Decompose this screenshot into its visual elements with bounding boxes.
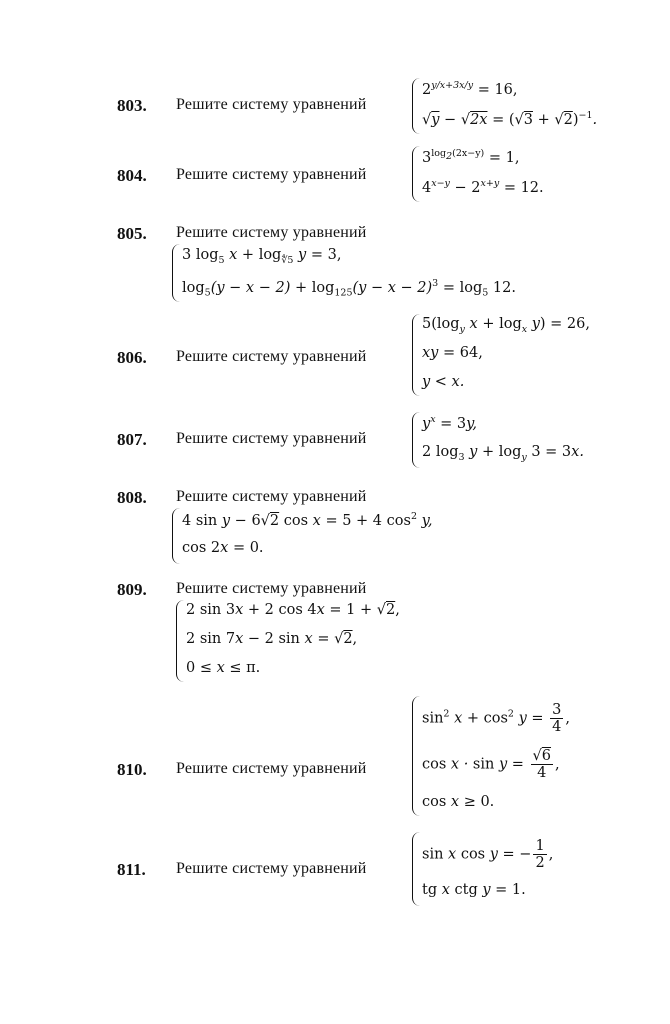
system-brace	[172, 508, 181, 564]
equation-line: sin x cos y = − $\frac{1}{2}$ ,	[422, 838, 554, 871]
equation-line: cos x ≥ 0.	[422, 794, 495, 810]
equation-system	[412, 832, 652, 906]
problem-number: 808.	[117, 488, 147, 507]
equation-line: 2 sin 3x + 2 cos 4x = 1 + √2,	[186, 602, 400, 618]
system-brace	[172, 244, 181, 302]
equation-system	[172, 244, 552, 302]
equation-system	[172, 508, 472, 564]
equation-line: y < x.	[422, 374, 465, 390]
equation-line: $\log_5(y - x - 2) + \log_{125}(y - x - 2)^3 = \log_5 12$.	[182, 278, 516, 299]
equation-system	[412, 412, 652, 468]
equation-line: cos x · sin y = $\frac{√6}{4}$ ,	[422, 748, 560, 781]
problem-instruction: Решите систему уравнений	[176, 96, 367, 113]
equation-line: 2 $\log_3 y + \log_y 3 = 3x$.	[422, 444, 584, 463]
fraction: $\frac{√6}{4}$	[532, 748, 552, 781]
equation-line: $2^{y/x+3x/y} = 16$,	[422, 80, 518, 98]
problem-instruction: Решите систему уравнений	[176, 760, 367, 777]
system-brace	[412, 696, 421, 816]
equation-line: tg x ctg y = 1.	[422, 882, 526, 898]
equation-line: $y^x = 3y$,	[422, 414, 478, 432]
fraction: $\frac{3}{4}$	[552, 702, 562, 735]
problem-number: 805.	[117, 224, 147, 243]
problem-number: 806.	[117, 348, 147, 367]
equation-line: $4^{x-y} - 2^{x+y} = 12$.	[422, 178, 544, 196]
equation-line: 0 ≤ x ≤ π.	[186, 660, 261, 676]
equation-system	[412, 78, 652, 134]
system-brace	[412, 314, 421, 396]
equation-system	[412, 146, 652, 202]
equation-line: 3 $\log_5 x + \log_{∜5} y = 3$,	[182, 247, 342, 266]
system-brace	[412, 146, 421, 202]
system-brace	[412, 412, 421, 468]
equation-line: xy = 64,	[422, 345, 483, 361]
fraction: $\frac{1}{2}$	[535, 838, 545, 871]
problem-instruction: Решите систему уравнений	[176, 430, 367, 447]
equation-line: $5(\log_y$ $x + \log_x y) = 26$,	[422, 316, 590, 335]
problem-instruction: Решите систему уравнений	[176, 348, 367, 365]
problem-number: 811.	[117, 860, 146, 879]
problem-instruction: Решите систему уравнений	[176, 166, 367, 183]
system-brace	[412, 832, 421, 906]
problem-instruction: Решите систему уравнений	[176, 488, 367, 505]
problem-number: 810.	[117, 760, 147, 779]
system-brace	[412, 78, 421, 134]
system-brace	[176, 600, 185, 682]
equation-system	[176, 600, 436, 682]
equation-line: $√y - √2x = (√3 + √2)^{-1}$.	[422, 110, 598, 128]
problem-number: 804.	[117, 166, 147, 185]
problem-instruction: Решите систему уравнений	[176, 580, 367, 597]
equation-line: $\sin^2 x + \cos^2 y$ = $\frac{3}{4}$ ,	[422, 702, 570, 735]
equation-line: 2 sin 7x − 2 sin x = √2,	[186, 631, 358, 647]
problem-number: 803.	[117, 96, 147, 115]
problem-number: 809.	[117, 580, 147, 599]
equation-line: cos 2x = 0.	[182, 540, 264, 556]
problem-instruction: Решите систему уравнений	[176, 860, 367, 877]
problem-instruction: Решите систему уравнений	[176, 224, 367, 241]
problem-number: 807.	[117, 430, 147, 449]
equation-system	[412, 314, 652, 396]
equation-line: $3^{log_2(2x-y)} = 1$,	[422, 148, 520, 166]
equation-line: 4 sin y − 6√2 cos x = 5 + 4 $\cos^2 y$,	[182, 511, 433, 529]
equation-system	[412, 696, 652, 816]
